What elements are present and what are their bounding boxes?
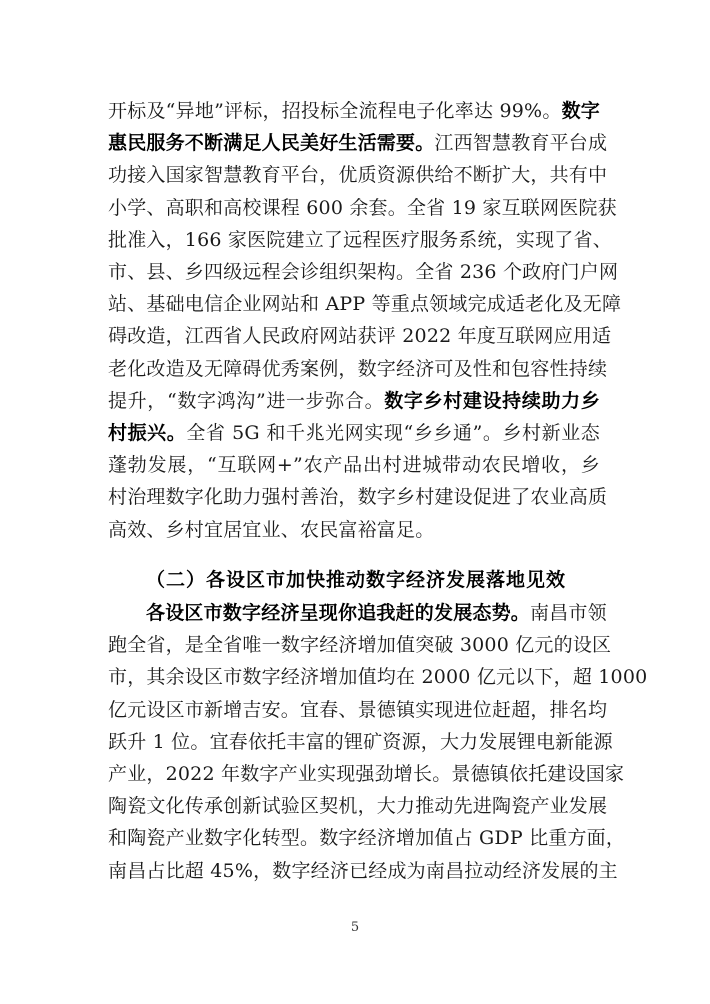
text-run: 市，其余设区市数字经济增加值均在 2000 亿元以下，超 1000	[108, 666, 648, 689]
text-line	[108, 95, 600, 127]
page-number: 5	[350, 920, 360, 935]
text-run: 南昌占比超 45%，数字经济已经成为南昌拉动经济发展的主	[108, 859, 618, 882]
text-line	[108, 353, 608, 385]
text-line	[108, 192, 617, 224]
text-run: 江西智慧教育平台成	[434, 132, 608, 155]
text-line	[108, 385, 600, 417]
text-run: 和陶瓷产业数字化转型。数字经济增加值占 GDP 比重方面，	[108, 827, 626, 850]
text-run: 提升，“数字鸿沟”进一步弥合。	[108, 389, 385, 412]
section-heading: （二）各设区市加快推动数字经济发展落地见效	[146, 569, 567, 591]
text-run: 跃升 1 位。宜春依托丰富的锂矿资源，大力发展锂电新能源	[108, 730, 613, 753]
text-run: 南昌市领	[530, 602, 607, 624]
text-run: 高效、乡村宜居宜业、农民富裕富足。	[108, 518, 435, 541]
bold-text-run: 惠民服务不断满足人民美好生活需要。	[108, 132, 435, 155]
text-line	[108, 288, 622, 320]
text-line	[108, 629, 612, 661]
text-line	[108, 694, 608, 726]
text-line	[108, 822, 626, 854]
text-run: 陶瓷文化传承创新试验区契机，大力推动先进陶瓷产业发展	[108, 795, 608, 818]
text-run: 开标及“异地”评标，招投标全流程电子化率达 99%。	[108, 100, 562, 122]
text-line	[108, 449, 600, 481]
text-run: 功接入国家智慧教育平台，优质资源供给不断扩大，共有中	[108, 164, 608, 187]
text-line	[146, 597, 607, 629]
text-line	[108, 417, 600, 449]
text-run: 产业，2022 年数字产业实现强劲增长。景德镇依托建设国家	[108, 763, 625, 785]
text-run: 蓬勃发展，“互联网+”农产品出村进城带动农民增收，乡	[108, 454, 600, 477]
bold-text-run: 各设区市数字经济呈现你追我赶的发展态势。	[146, 602, 531, 624]
bold-text-run: 数字	[561, 100, 600, 122]
text-line	[108, 790, 608, 822]
text-line	[108, 127, 608, 159]
text-run: 村治理数字化助力强村善治，数字乡村建设促进了农业高质	[108, 486, 608, 509]
text-line	[108, 514, 600, 546]
text-line	[108, 726, 613, 758]
text-line	[108, 758, 625, 790]
text-line	[108, 256, 619, 288]
text-run: 站、基础电信企业网站和 APP 等重点领域完成适老化及无障	[108, 293, 622, 316]
text-line	[108, 224, 612, 256]
text-run: 市、县、乡四级远程会诊组织架构。全省 236 个政府门户网	[108, 261, 619, 283]
text-run: 跑全省，是全省唯一数字经济增加值突破 3000 亿元的设区	[108, 634, 612, 657]
text-line	[108, 320, 612, 352]
text-run: 亿元设区市新增吉安。宜春、景德镇实现进位赶超，排名均	[108, 698, 608, 721]
text-run: 批准入，166 家医院建立了远程医疗服务系统，实现了省、	[108, 228, 612, 251]
text-line	[108, 159, 608, 191]
text-line	[108, 661, 648, 693]
text-run: 老化改造及无障碍优秀案例，数字经济可及性和包容性持续	[108, 357, 608, 380]
text-run: 碍改造，江西省人民政府网站获评 2022 年度互联网应用适	[108, 325, 612, 348]
text-line	[108, 855, 618, 887]
bold-text-run: 村振兴。	[108, 422, 187, 444]
bold-text-run: 数字乡村建设持续助力乡	[384, 389, 600, 412]
text-line	[108, 481, 608, 513]
text-run: 全省 5G 和千兆光网实现“乡乡通”。乡村新业态	[186, 422, 600, 444]
text-run: 小学、高职和高校课程 600 余套。全省 19 家互联网医院获	[108, 196, 617, 219]
